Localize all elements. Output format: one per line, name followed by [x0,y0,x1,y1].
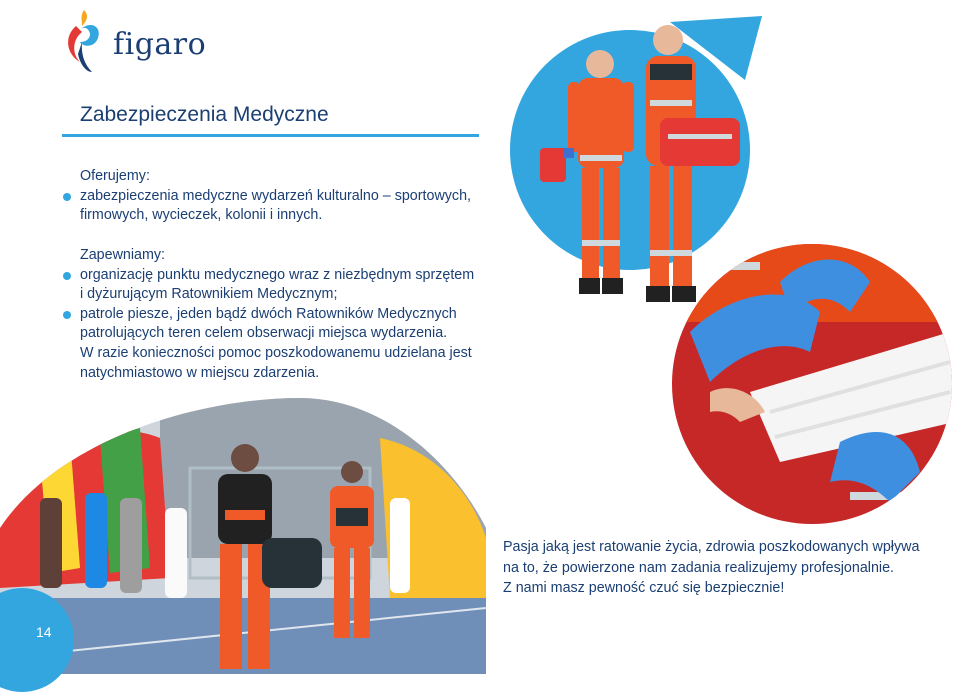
bullet-icon [63,193,71,201]
offer-item-line: zabezpieczenia medyczne wydarzeń kulturalno – sportowych, [80,187,490,207]
offer-section [80,167,490,226]
guarantee-item-line: patrolujących teren celem obserwacji miejsca wydarzenia. [80,325,448,342]
bullet-icon [63,272,71,280]
guarantee-item-line: i dyżurującym Ratownikiem Medycznym; [80,286,338,303]
offer-item-line: firmowych, wycieczek, kolonii i innych. [80,207,323,224]
guarantee-item-line: natychmiastowo w miejscu zdarzenia. [80,364,320,381]
guarantee-heading: Zapewniamy: [80,247,166,263]
bandage-photo [670,242,955,527]
page-title: Zabezpieczenia Medyczne [80,103,329,126]
page-number: 14 [36,624,52,640]
guarantee-item-line: W razie konieczności pomoc poszkodowanemu udzielana jest [80,344,472,361]
offer-heading: Oferujemy: [80,168,150,184]
bullet-icon [63,311,71,319]
closing-caption: Pasja jaką jest ratowanie życia, zdrowia poszkodowanych wpływa na to, że powierzone nam zadania realizujemy profesjonalnie. Z nami masz pewność czuć się bezpiecznie! [503,539,920,597]
brand-name: figaro [113,27,207,62]
guarantee-item-line: patrole piesze, jeden bądź dwóch Ratowników Medycznych [80,305,490,325]
guarantee-section [80,246,490,383]
guarantee-item-line: organizację punktu medycznego wraz z niezbędnym sprzętem [80,266,490,286]
title-divider [62,134,479,137]
